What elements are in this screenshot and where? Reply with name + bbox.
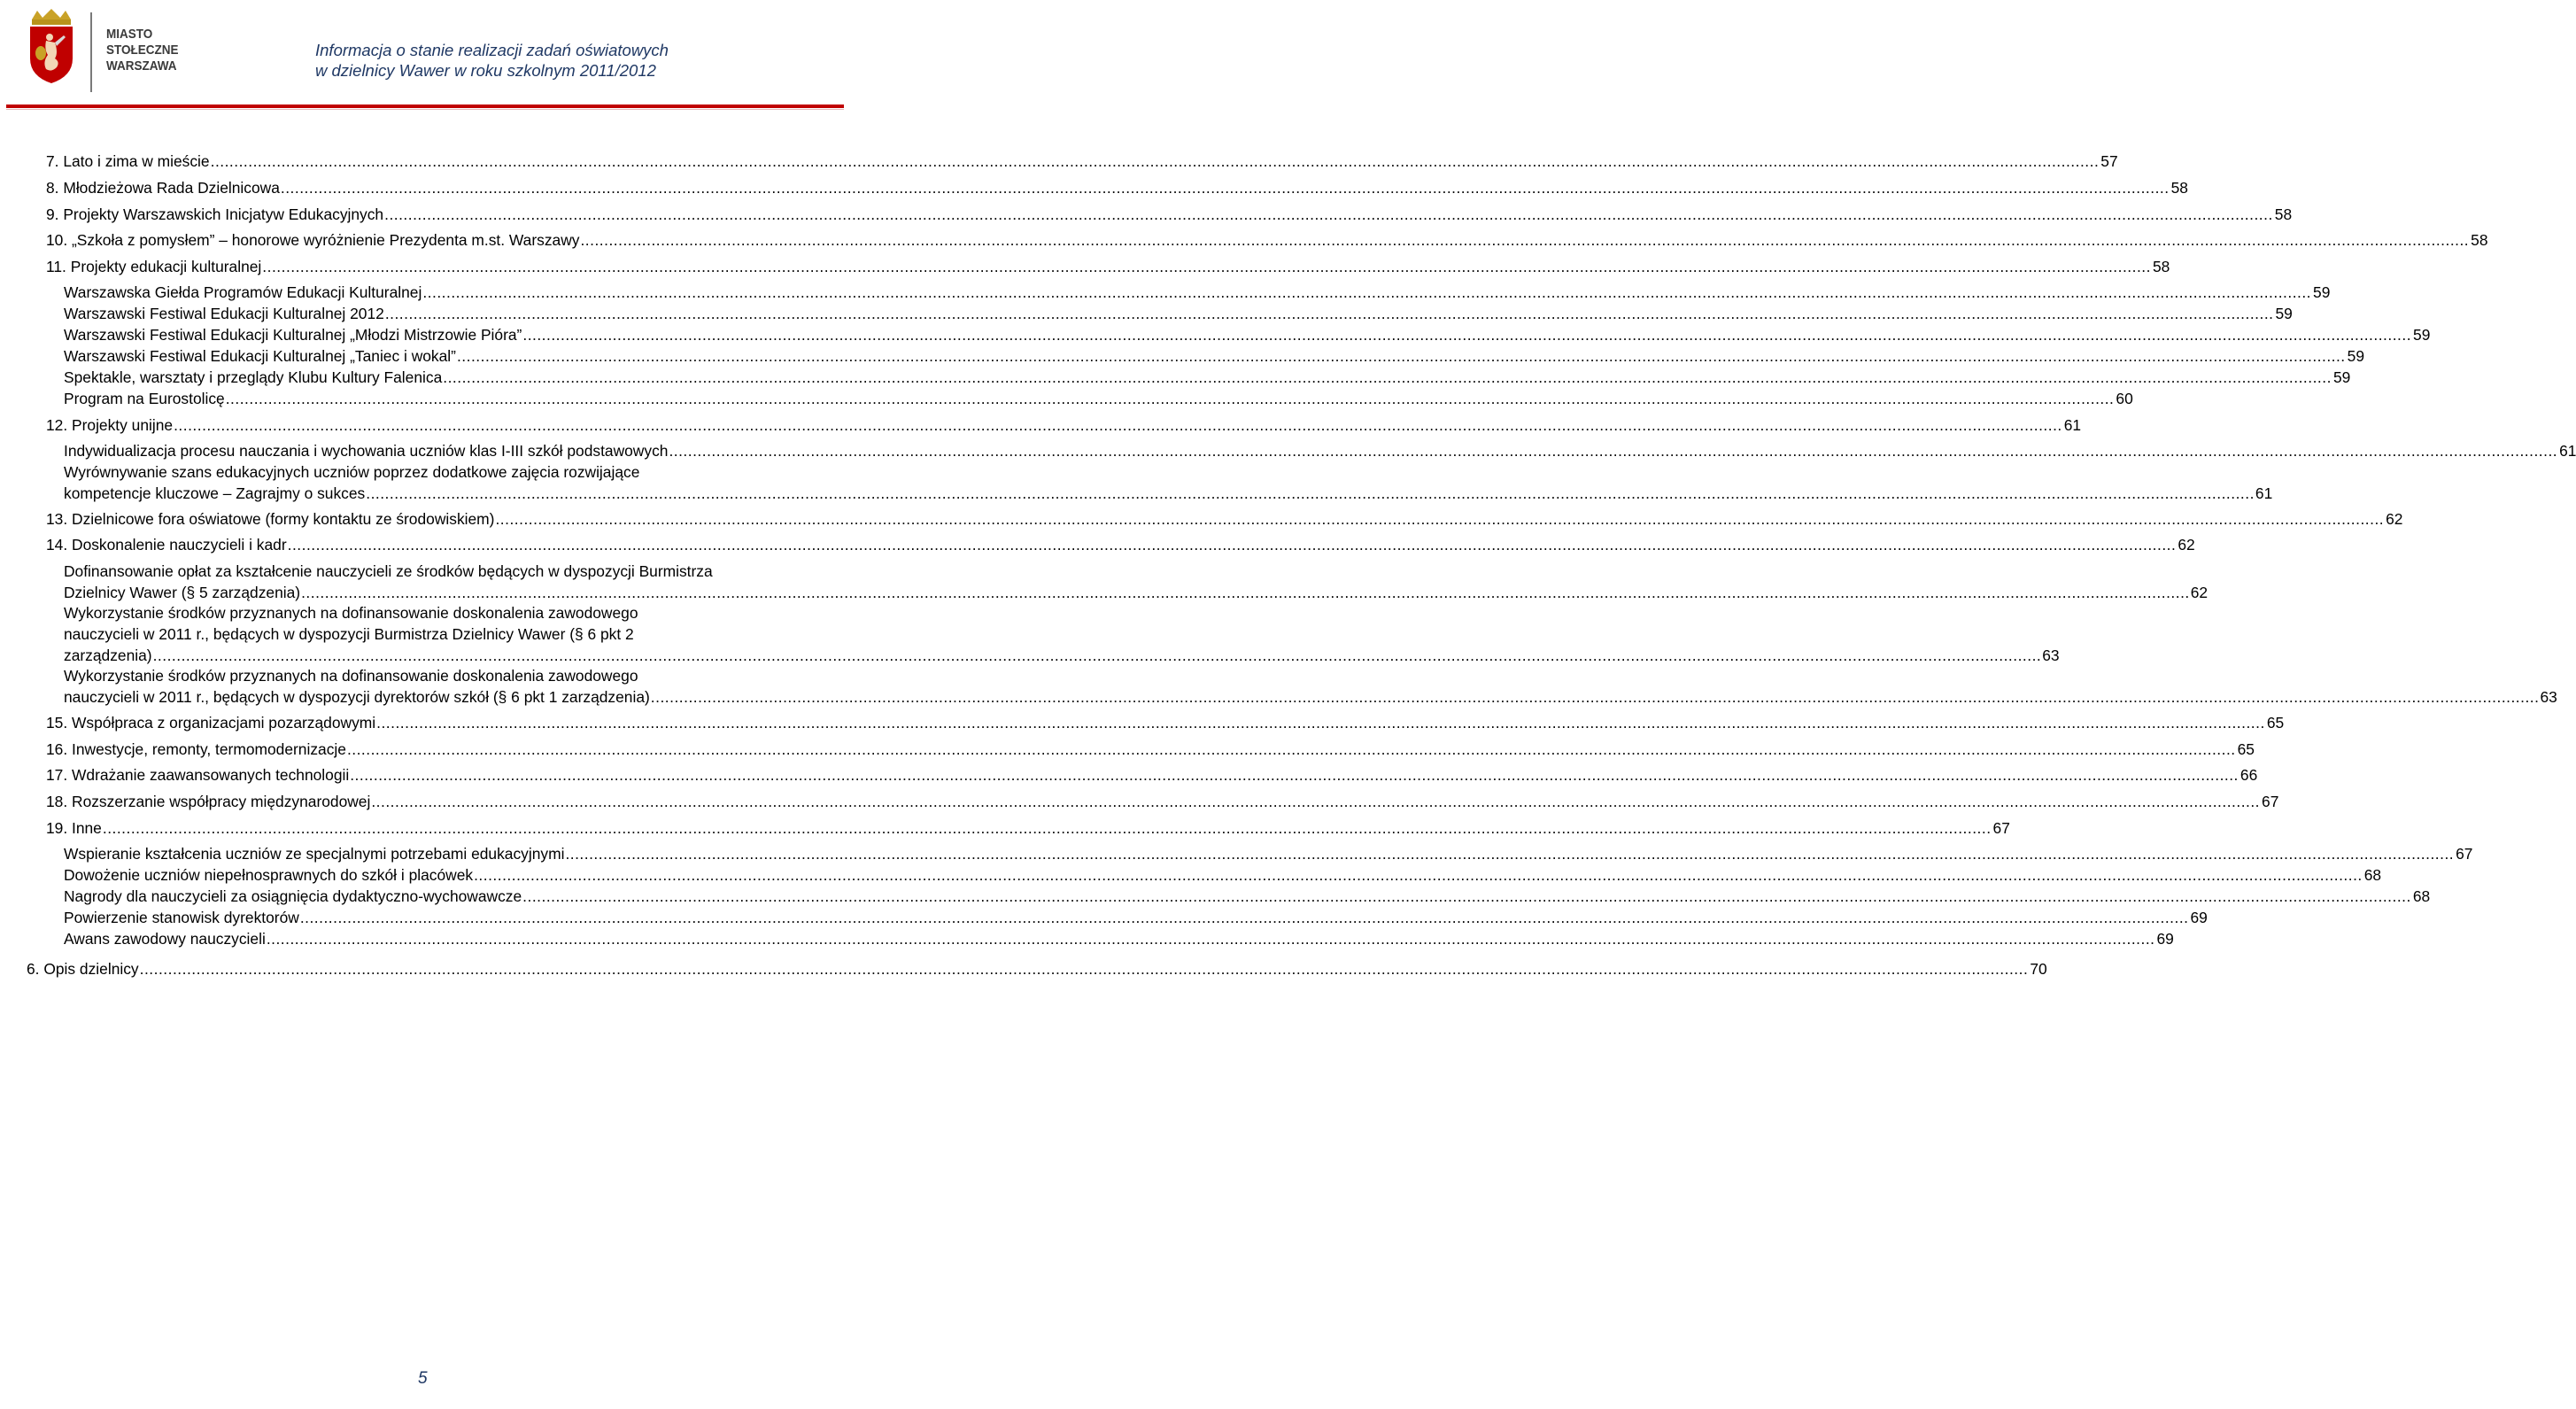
toc-page-number: 58 (2152, 258, 2170, 275)
toc-dot-leader: ................................................................................................................................................................................................................................................................................................................................................................................................................ (102, 819, 1992, 837)
toc-entry-title: Nagrody dla nauczycieli za osiągnięcia dydaktyczno-wychowawcze (64, 887, 522, 905)
toc-entry-title: Dzielnicy Wawer (§ 5 zarządzenia) (64, 584, 301, 601)
logo-line-2: STOŁECZNE (106, 43, 179, 58)
toc-entry-title: 10. „Szkoła z pomysłem” – honorowe wyróżnienie Prezydenta m.st. Warszawy (46, 231, 580, 249)
toc-page-number: 62 (2190, 584, 2209, 601)
toc-page-number: 67 (2456, 845, 2473, 863)
toc-entry[interactable] (46, 534, 2195, 555)
toc-entry-title: Wykorzystanie środków przyznanych na dofinansowanie doskonalenia zawodowego (64, 604, 638, 622)
toc-page-number: 59 (2332, 368, 2351, 386)
toc-dot-leader: ................................................................................................................................................................................................................................................................................................................................................................................................................ (565, 845, 2455, 863)
toc-entry[interactable] (64, 440, 2576, 461)
header-rule-shadow (6, 109, 844, 110)
toc-page-number: 63 (2540, 688, 2557, 706)
toc-entry-title: 18. Rozszerzanie współpracy międzynarodowej (46, 793, 371, 810)
toc-entry-title: zarządzenia) (64, 646, 152, 664)
toc-entry[interactable] (64, 367, 2351, 388)
toc-entry[interactable] (46, 712, 2285, 733)
toc-dot-leader: ................................................................................................................................................................................................................................................................................................................................................................................................................ (650, 688, 2540, 706)
toc-dot-leader: ................................................................................................................................................................................................................................................................................................................................................................................................................ (152, 646, 2042, 664)
toc-entry-title: 15. Współpraca z organizacjami pozarządowymi (46, 714, 376, 732)
toc-entry-title: Warszawski Festiwal Edukacji Kulturalnej 2012 (64, 305, 384, 322)
toc-entry-title: 17. Wdrażanie zaawansowanych technologii (46, 766, 350, 784)
toc-page-number: 67 (2262, 793, 2279, 810)
toc-entry[interactable] (64, 345, 2364, 367)
toc-page-number: 65 (2237, 740, 2255, 758)
toc-entry[interactable] (64, 303, 2293, 324)
toc-page-number: 58 (2170, 179, 2188, 197)
toc-dot-leader: ................................................................................................................................................................................................................................................................................................................................................................................................................ (225, 390, 2115, 407)
toc-entry[interactable] (64, 561, 2209, 603)
toc-entry-title: Spektakle, warsztaty i przeglądy Klubu Kultury Falenica (64, 368, 443, 386)
toc-dot-leader: ................................................................................................................................................................................................................................................................................................................................................................................................................ (210, 152, 2100, 170)
toc-entry-title: kompetencje kluczowe – Zagrajmy o sukces (64, 484, 366, 502)
logo-line-1: MIASTO (106, 27, 153, 42)
toc-dot-leader: ................................................................................................................................................................................................................................................................................................................................................................................................................ (174, 416, 2062, 434)
toc-entry-title: Indywidualizacja procesu nauczania i wychowania uczniów klas I-III szkół podstawowych (64, 442, 669, 460)
toc-dot-leader: ................................................................................................................................................................................................................................................................................................................................................................................................................ (422, 283, 2312, 301)
toc-entry[interactable] (64, 907, 2208, 928)
toc-page-number: 69 (2156, 930, 2174, 948)
toc-entry-title: nauczycieli w 2011 r., będących w dyspozycji Burmistrza Dzielnicy Wawer (§ 6 pkt 2 (64, 625, 634, 643)
toc-page-number: 67 (1992, 819, 2010, 837)
toc-page-number: 59 (2413, 326, 2431, 344)
toc-entry[interactable] (64, 886, 2431, 907)
toc-dot-leader: ................................................................................................................................................................................................................................................................................................................................................................................................................ (266, 930, 2155, 948)
toc-page-number: 59 (2313, 283, 2331, 301)
toc-page-number: 70 (2030, 960, 2047, 978)
toc-entry-title: Dofinansowanie opłat za kształcenie nauczycieli ze środków będących w dyspozycji Burmistrza (64, 562, 713, 580)
toc-entry[interactable] (46, 204, 2293, 225)
toc-entry-title: Wspieranie kształcenia uczniów ze specjalnymi potrzebami edukacyjnymi (64, 845, 565, 863)
toc-page-number: 61 (2255, 484, 2273, 502)
document-title-line-2: w dzielnicy Wawer w roku szkolnym 2011/2012 (315, 61, 656, 80)
toc-page-number: 58 (2471, 231, 2488, 249)
toc-entry[interactable] (27, 958, 2047, 979)
toc-entry-title: Warszawski Festiwal Edukacji Kulturalnej „Taniec i wokal” (64, 347, 456, 365)
toc-entry[interactable] (46, 177, 2188, 198)
toc-entry-title: 14. Doskonalenie nauczycieli i kadr (46, 536, 287, 554)
logo-line-3: WARSZAWA (106, 58, 177, 74)
toc-entry[interactable] (46, 817, 2010, 839)
toc-entry[interactable] (64, 928, 2174, 949)
toc-page-number: 60 (2116, 390, 2133, 407)
warsaw-crest-icon (25, 7, 78, 85)
toc-entry[interactable] (64, 843, 2473, 864)
toc-page-number: 62 (2386, 510, 2403, 528)
toc-entry-title: 6. Opis dzielnicy (27, 960, 139, 978)
toc-entry[interactable] (64, 388, 2133, 409)
toc-dot-leader: ................................................................................................................................................................................................................................................................................................................................................................................................................ (139, 960, 2029, 978)
toc-page-number: 63 (2042, 646, 2060, 664)
toc-entry[interactable] (46, 508, 2403, 530)
toc-entry-title: 7. Lato i zima w mieście (46, 152, 210, 170)
toc-page-number: 61 (2559, 442, 2576, 460)
document-title (315, 40, 811, 81)
page-number: 5 (418, 1369, 428, 1388)
toc-page-number: 59 (2275, 305, 2293, 322)
toc-entry-title: Dowożenie uczniów niepełnosprawnych do szkół i placówek (64, 866, 474, 884)
toc-entry[interactable] (46, 151, 2118, 172)
toc-entry[interactable] (64, 602, 2060, 666)
toc-dot-leader: ................................................................................................................................................................................................................................................................................................................................................................................................................ (280, 179, 2170, 197)
toc-page-number: 62 (2178, 536, 2195, 554)
toc-dot-leader: ................................................................................................................................................................................................................................................................................................................................................................................................................ (384, 305, 2274, 322)
toc-entry-title: 13. Dzielnicowe fora oświatowe (formy kontaktu ze środowiskiem) (46, 510, 495, 528)
toc-page-number: 68 (2363, 866, 2382, 884)
toc-page-number: 59 (2347, 347, 2364, 365)
toc-dot-leader: ................................................................................................................................................................................................................................................................................................................................................................................................................ (301, 584, 2190, 601)
toc-entry[interactable] (64, 864, 2382, 886)
toc-dot-leader: ................................................................................................................................................................................................................................................................................................................................................................................................................ (669, 442, 2558, 460)
header-divider (90, 12, 92, 92)
toc-entry[interactable] (64, 282, 2331, 303)
toc-entry-title: 8. Młodzieżowa Rada Dzielnicowa (46, 179, 280, 197)
toc-entry-title: 9. Projekty Warszawskich Inicjatyw Edukacyjnych (46, 205, 384, 223)
toc-dot-leader: ................................................................................................................................................................................................................................................................................................................................................................................................................ (522, 887, 2411, 905)
toc-page-number: 68 (2412, 887, 2431, 905)
toc-dot-leader: ................................................................................................................................................................................................................................................................................................................................................................................................................ (376, 714, 2265, 732)
city-logo-text (106, 27, 187, 74)
toc-page-number: 57 (2100, 152, 2118, 170)
toc-entry[interactable] (46, 791, 2279, 812)
toc-entry[interactable] (46, 414, 2082, 436)
toc-entry-title: 12. Projekty unijne (46, 416, 174, 434)
toc-entry-title: 19. Inne (46, 819, 102, 837)
toc-entry-title: Warszawska Giełda Programów Edukacji Kulturalnej (64, 283, 422, 301)
toc-dot-leader: ................................................................................................................................................................................................................................................................................................................................................................................................................ (346, 740, 2236, 758)
toc-entry[interactable] (46, 764, 2258, 786)
toc-dot-leader: ................................................................................................................................................................................................................................................................................................................................................................................................................ (443, 368, 2332, 386)
toc-entry[interactable] (64, 665, 2557, 708)
toc-dot-leader: ................................................................................................................................................................................................................................................................................................................................................................................................................ (495, 510, 2385, 528)
header-rule (6, 105, 844, 108)
toc-page-number: 58 (2274, 205, 2293, 223)
toc-entry-title: Powierzenie stanowisk dyrektorów (64, 909, 299, 926)
toc-entry-title: Program na Eurostolicę (64, 390, 225, 407)
toc-page-number: 66 (2239, 766, 2258, 784)
toc-dot-leader: ................................................................................................................................................................................................................................................................................................................................................................................................................ (350, 766, 2239, 784)
toc-entry-title: Wyrównywanie szans edukacyjnych uczniów poprzez dodatkowe zajęcia rozwijające (64, 463, 640, 481)
toc-entry-title: 11. Projekty edukacji kulturalnej (46, 258, 262, 275)
toc-dot-leader: ................................................................................................................................................................................................................................................................................................................................................................................................................ (299, 909, 2189, 926)
document-title-line-1: Informacja o stanie realizacji zadań oświatowych (315, 41, 669, 59)
toc-entry[interactable] (46, 229, 2488, 251)
toc-page-number: 61 (2063, 416, 2082, 434)
toc-page-number: 69 (2190, 909, 2208, 926)
toc-dot-leader: ................................................................................................................................................................................................................................................................................................................................................................................................................ (371, 793, 2261, 810)
toc-entry[interactable] (46, 256, 2170, 277)
toc-entry[interactable] (46, 739, 2255, 760)
toc-dot-leader: ................................................................................................................................................................................................................................................................................................................................................................................................................ (262, 258, 2151, 275)
toc-dot-leader: ................................................................................................................................................................................................................................................................................................................................................................................................................ (474, 866, 2363, 884)
toc-entry[interactable] (64, 324, 2431, 345)
toc-entry-title: Warszawski Festiwal Edukacji Kulturalnej „Młodzi Mistrzowie Pióra” (64, 326, 522, 344)
toc-dot-leader: ................................................................................................................................................................................................................................................................................................................................................................................................................ (384, 205, 2273, 223)
page-header (0, 0, 850, 115)
toc-entry[interactable] (64, 461, 2273, 504)
toc-dot-leader: ................................................................................................................................................................................................................................................................................................................................................................................................................ (580, 231, 2470, 249)
toc-dot-leader: ................................................................................................................................................................................................................................................................................................................................................................................................................ (456, 347, 2346, 365)
toc-entry-title: 16. Inwestycje, remonty, termomodernizacje (46, 740, 346, 758)
toc-dot-leader: ................................................................................................................................................................................................................................................................................................................................................................................................................ (522, 326, 2412, 344)
toc-page-number: 65 (2266, 714, 2285, 732)
toc-entry-title: nauczycieli w 2011 r., będących w dyspozycji dyrektorów szkół (§ 6 pkt 1 zarządzenia) (64, 688, 650, 706)
toc-dot-leader: ................................................................................................................................................................................................................................................................................................................................................................................................................ (366, 484, 2255, 502)
toc-entry-title: Awans zawodowy nauczycieli (64, 930, 266, 948)
toc-dot-leader: ................................................................................................................................................................................................................................................................................................................................................................................................................ (287, 536, 2177, 554)
toc-entry-title: Wykorzystanie środków przyznanych na dofinansowanie doskonalenia zawodowego (64, 667, 638, 685)
